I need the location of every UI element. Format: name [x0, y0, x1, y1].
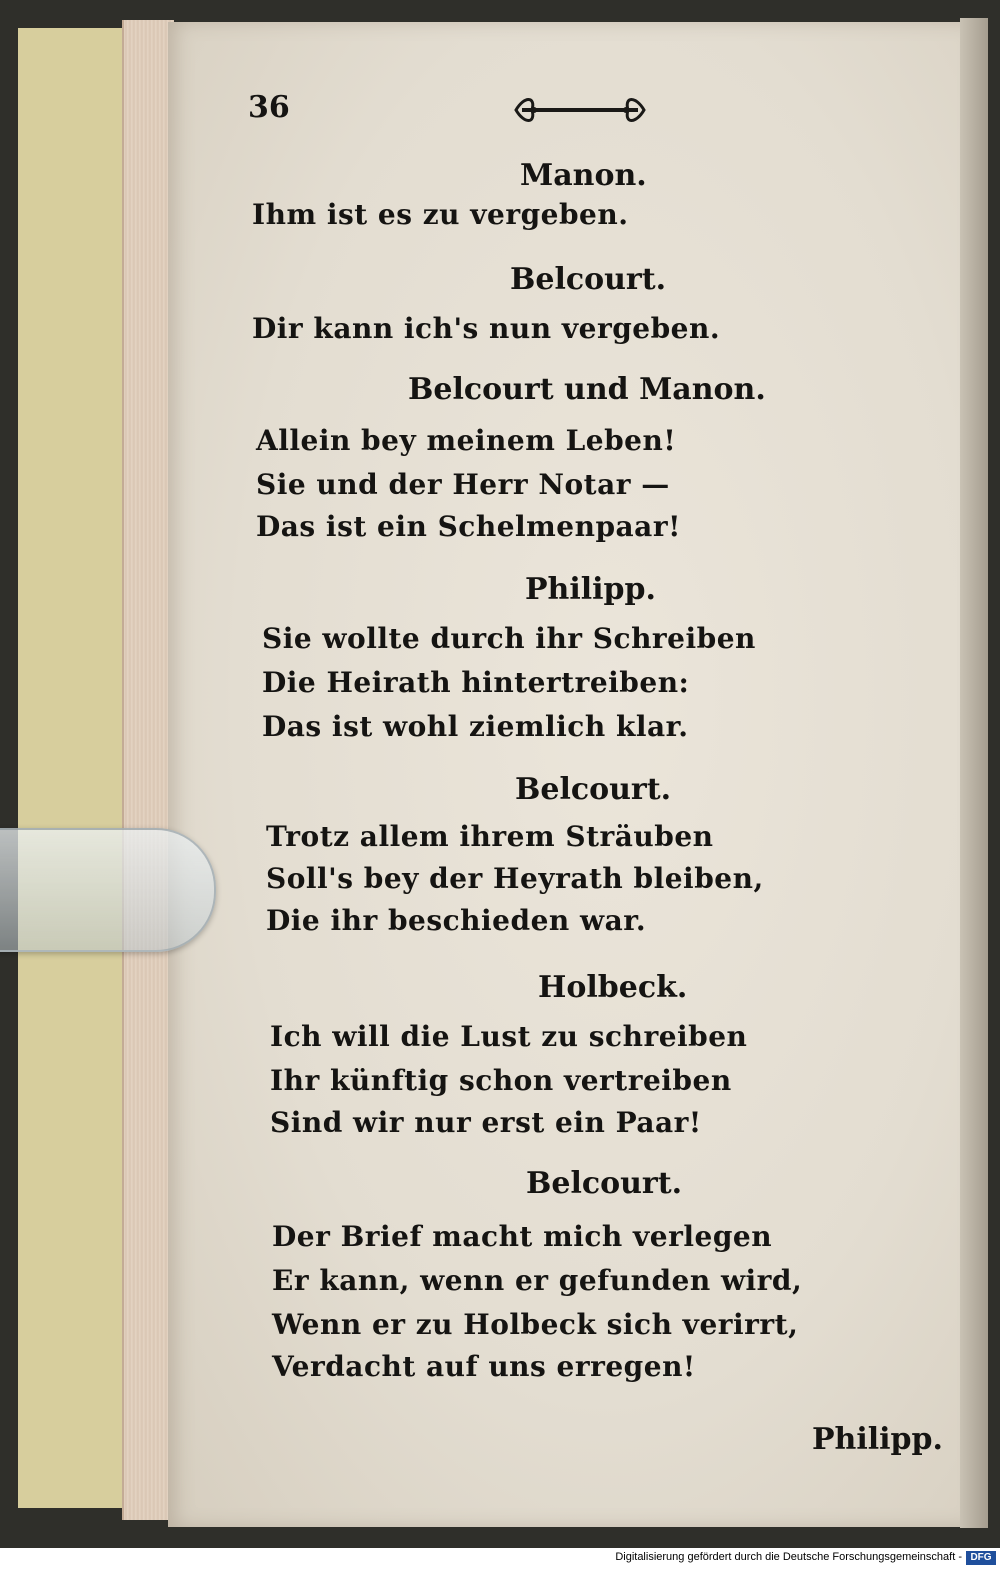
verse-line: Sie wollte durch ihr Schreiben	[262, 622, 756, 655]
catchword: Philipp.	[812, 1422, 943, 1457]
speaker-name: Belcourt und Manon.	[408, 372, 766, 407]
verse-line: Verdacht auf uns erregen!	[272, 1350, 696, 1383]
verse-line: Das ist ein Schelmenpaar!	[256, 510, 681, 543]
verse-line: Wenn er zu Holbeck sich verirrt,	[272, 1308, 799, 1341]
verse-line: Das ist wohl ziemlich klar.	[262, 710, 689, 743]
page-stack-edge	[122, 20, 174, 1520]
speaker-name: Belcourt.	[515, 772, 672, 807]
ornament-icon	[510, 90, 650, 130]
verse-line: Ich will die Lust zu schreiben	[270, 1020, 748, 1053]
verse-line: Er kann, wenn er gefunden wird,	[272, 1264, 803, 1297]
book-cover-edge	[18, 28, 130, 1508]
page-number: 36	[248, 90, 290, 125]
page-gutter-shadow	[960, 18, 988, 1528]
verse-line: Trotz allem ihrem Sträuben	[266, 820, 714, 853]
verse-line: Der Brief macht mich verlegen	[272, 1220, 773, 1253]
verse-line: Dir kann ich's nun vergeben.	[252, 312, 721, 345]
verse-line: Allein bey meinem Leben!	[256, 424, 677, 457]
speaker-name: Manon.	[520, 158, 647, 193]
verse-line: Sind wir nur erst ein Paar!	[270, 1106, 702, 1139]
footer-bar	[0, 1548, 1000, 1569]
dfg-logo: DFG	[966, 1551, 996, 1565]
verse-line: Die ihr beschieden war.	[266, 904, 647, 937]
speaker-name: Belcourt.	[526, 1166, 683, 1201]
verse-line: Soll's bey der Heyrath bleiben,	[266, 862, 764, 895]
verse-line: Sie und der Herr Notar —	[256, 468, 670, 501]
footer-credit: Digitalisierung gefördert durch die Deutsche Forschungsgemeinschaft -	[615, 1551, 962, 1563]
verse-line: Ihr künftig schon vertreiben	[270, 1064, 732, 1097]
speaker-name: Holbeck.	[538, 970, 688, 1005]
speaker-name: Philipp.	[525, 572, 656, 607]
page-holder-clip	[0, 828, 216, 952]
verse-line: Die Heirath hintertreiben:	[262, 666, 690, 699]
speaker-name: Belcourt.	[510, 262, 667, 297]
verse-line: Ihm ist es zu vergeben.	[252, 198, 629, 231]
